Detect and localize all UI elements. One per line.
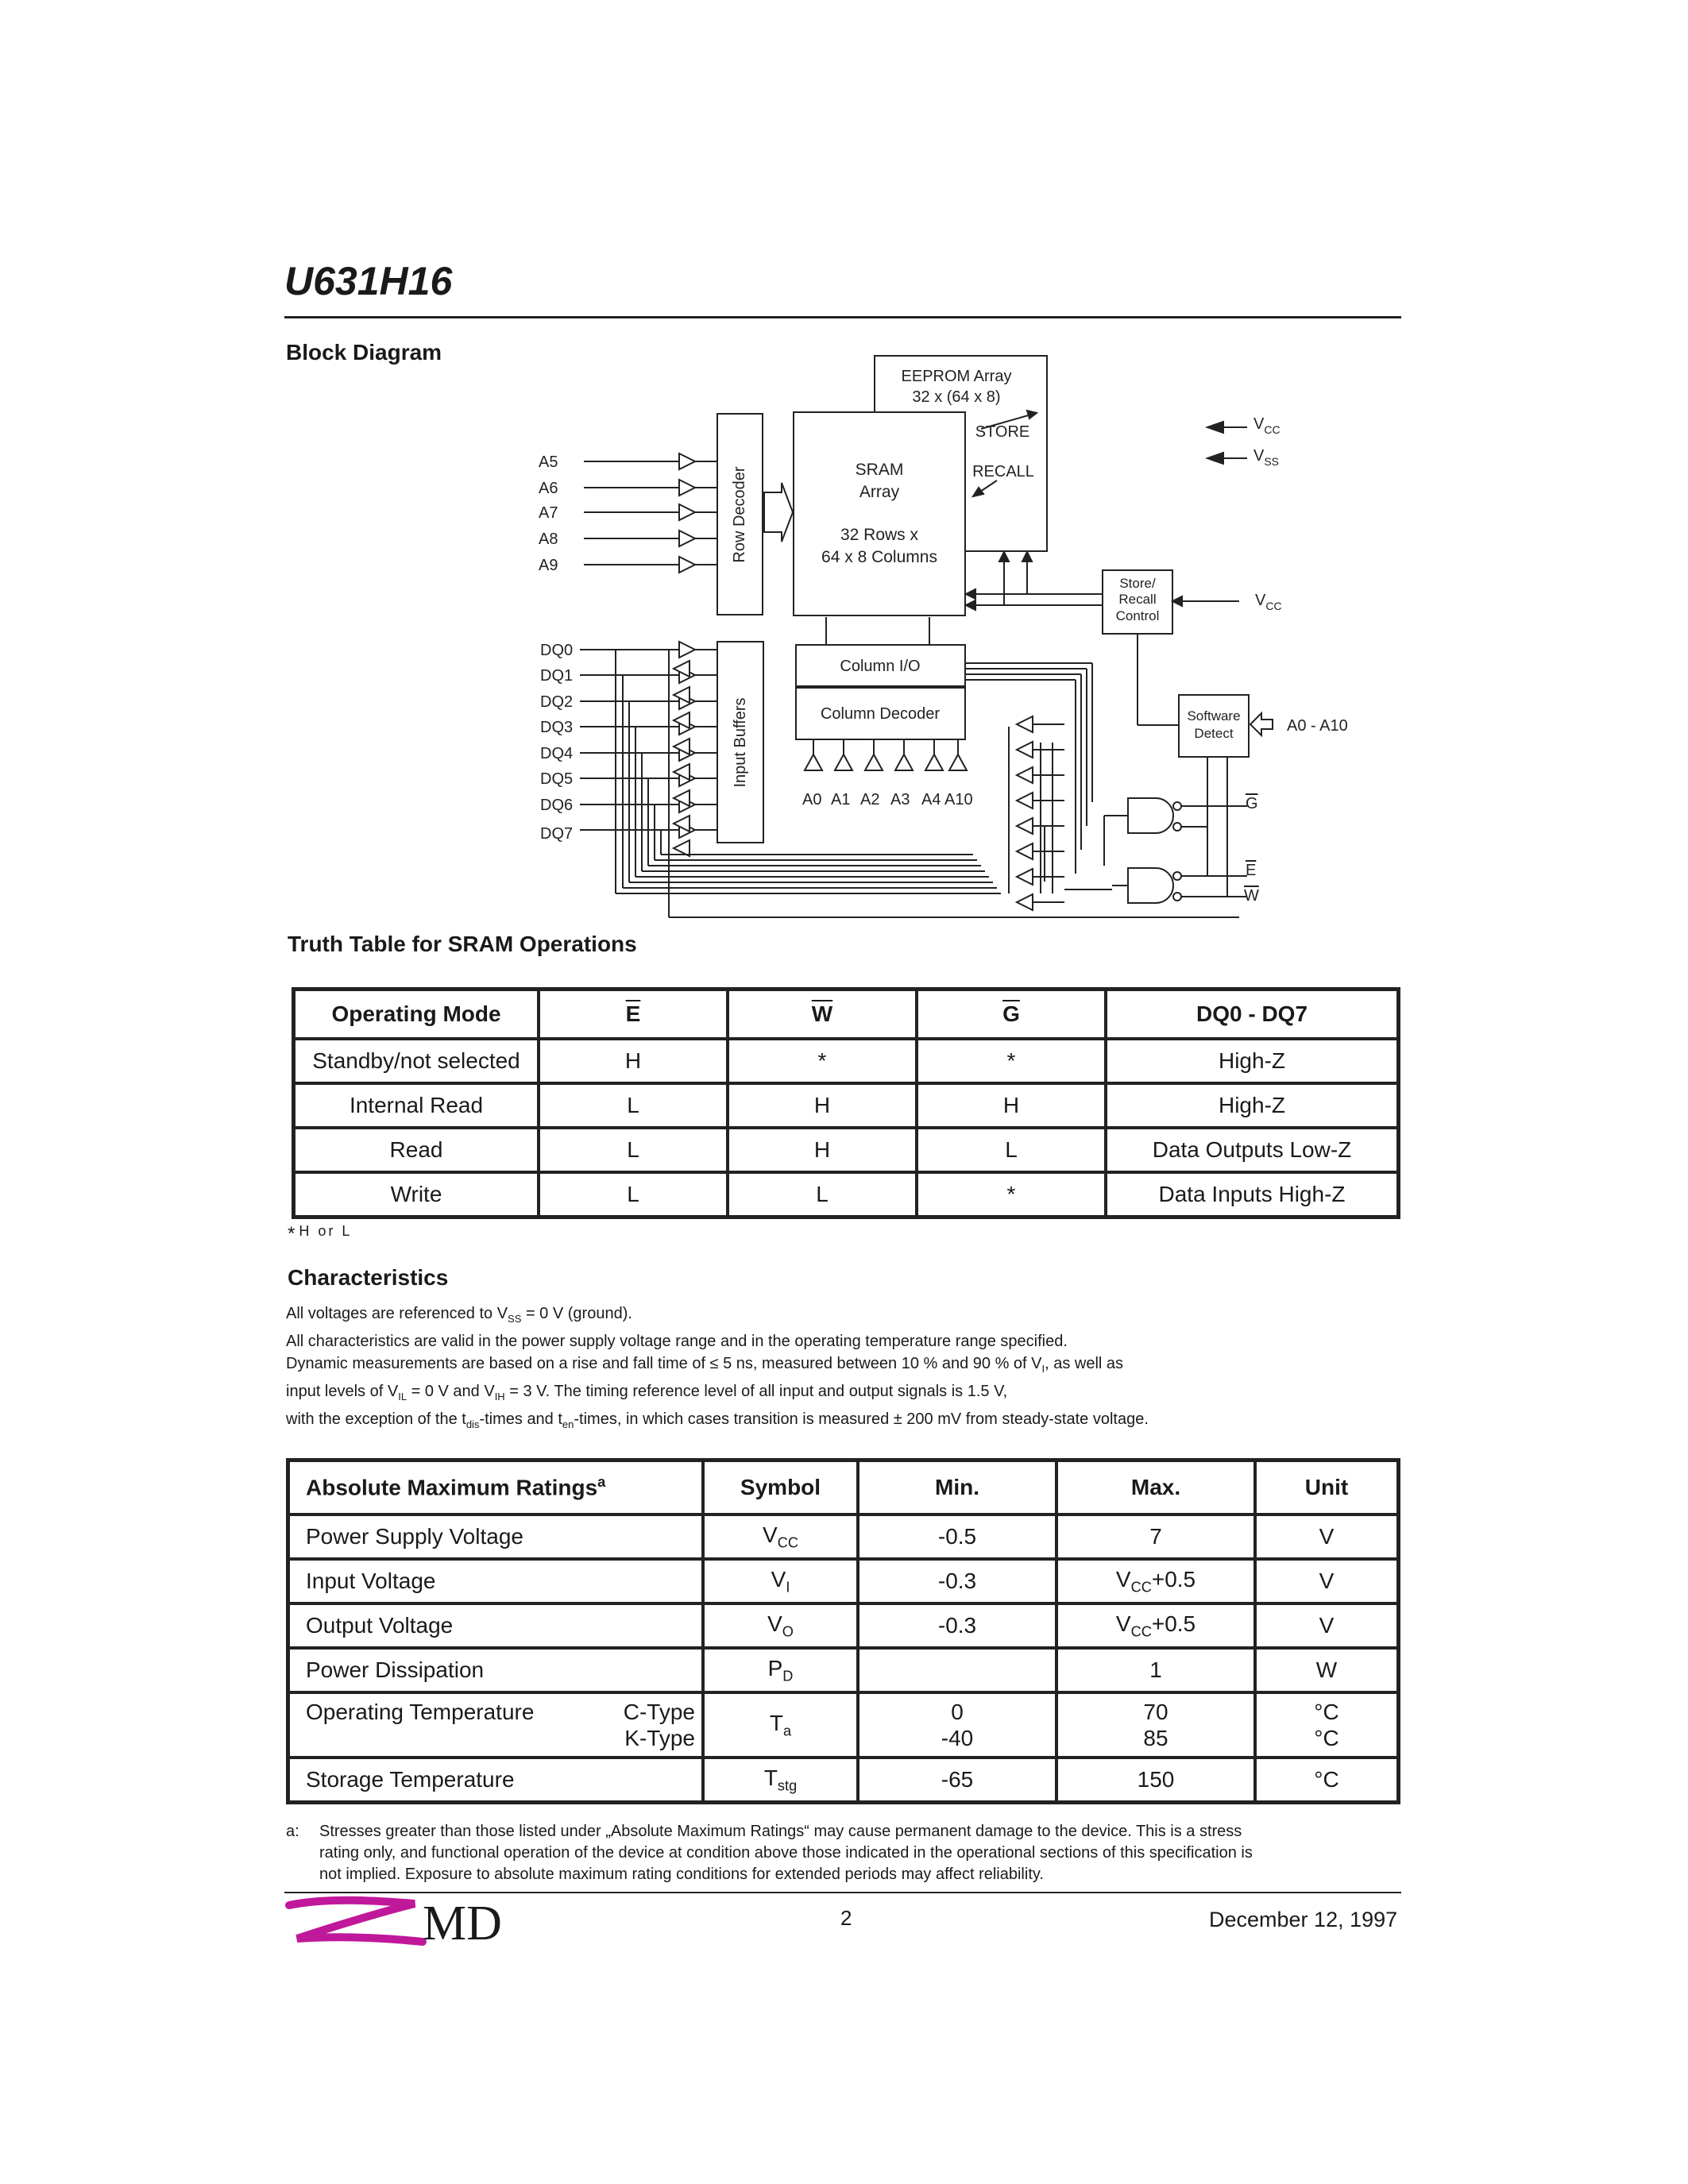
th-g: $\overline{G}$ (917, 990, 1106, 1039)
g-pin-label: G (1246, 795, 1258, 812)
cell: °C °C (1255, 1692, 1398, 1758)
cell: °C (1255, 1758, 1398, 1802)
document-title: U631H16 (284, 259, 453, 303)
cell: Write (294, 1172, 539, 1217)
cell: * (917, 1172, 1106, 1217)
cell: Input Voltage (288, 1559, 703, 1603)
th-unit: Unit (1255, 1461, 1398, 1515)
cell: Storage Temperature (288, 1758, 703, 1802)
footer-rule (284, 1892, 1401, 1893)
cell: $V_O$ (703, 1603, 858, 1648)
char-line-2: All characteristics are valid in the power supply voltage range and in the operating temperature range specified. (286, 1333, 1068, 1350)
cell: L (728, 1172, 917, 1217)
cell: 0 -40 (858, 1692, 1056, 1758)
dq0-label: DQ0 (540, 642, 574, 659)
truth-table-footnote: * H or L (288, 1223, 353, 1244)
cell: H (917, 1083, 1106, 1128)
row-decoder-label: Row Decoder (731, 466, 748, 563)
table-row (288, 1603, 1398, 1648)
cell (858, 1648, 1056, 1692)
output-buffers (1009, 663, 1092, 910)
store-recall-label-3: Control (1115, 608, 1160, 623)
cell: $T_a$ (703, 1692, 858, 1758)
sram-label2: Array (859, 483, 900, 501)
cell: * (728, 1039, 917, 1083)
cell: -0.3 (858, 1603, 1056, 1648)
recall-label: RECALL (972, 463, 1034, 480)
cell: L (539, 1083, 728, 1128)
col-addr-a0: A0 (802, 791, 822, 808)
a0-a10-arrow (1250, 713, 1273, 735)
cell: L (539, 1172, 728, 1217)
z-swoosh-icon (289, 1900, 423, 1942)
table-row (288, 1758, 1398, 1802)
table-row (294, 1083, 1398, 1128)
vcc-label-control: $V_{CC}$ (1255, 592, 1282, 612)
table-row (288, 1559, 1398, 1603)
col-addr-a1: A1 (831, 791, 851, 808)
cell: L (917, 1128, 1106, 1172)
table-row (294, 1172, 1398, 1217)
table-row (294, 1039, 1398, 1083)
cell: V (1255, 1559, 1398, 1603)
cell: Standby/not selected (294, 1039, 539, 1083)
char-line-5: with the exception of the $t_{dis}$-times and $t_{en}$-times, in which cases transition is measured ± 200 mV from steady-state voltage. (286, 1410, 1149, 1430)
amr-header (288, 1461, 1398, 1515)
table-row (288, 1692, 1398, 1758)
addr-a8: A8 (539, 531, 558, 548)
zmd-logo (280, 1894, 526, 1950)
address-inputs (584, 453, 717, 573)
a0-a10-label: A0 - A10 (1287, 717, 1348, 735)
char-line-1: All voltages are referenced to $V_{SS} = 0$ V (ground). (286, 1305, 632, 1325)
characteristics-text (286, 1302, 1414, 1436)
cell: Internal Read (294, 1083, 539, 1128)
dq6-label: DQ6 (540, 797, 574, 814)
e-pin-label: E (1246, 862, 1257, 879)
cell: Output Voltage (288, 1603, 703, 1648)
th-e: $\overline{E}$ (539, 990, 728, 1039)
dq1-label: DQ1 (540, 667, 574, 685)
block-diagram-heading: Block Diagram (286, 340, 442, 365)
cell: High-Z (1106, 1039, 1398, 1083)
cell: H (539, 1039, 728, 1083)
cell: W (1255, 1648, 1398, 1692)
cell: 70 85 (1056, 1692, 1255, 1758)
th-operating-mode: Operating Mode (294, 990, 539, 1039)
dq2-label: DQ2 (540, 693, 574, 711)
table-row (288, 1648, 1398, 1692)
row-decoder-arrow (764, 483, 793, 542)
dq3-label: DQ3 (540, 719, 574, 736)
cell: 150 (1056, 1758, 1255, 1802)
software-detect-label-1: Software (1187, 708, 1241, 723)
input-buffers-label: Input Buffers (732, 697, 749, 788)
store-arrowhead (1027, 411, 1037, 419)
addr-a5: A5 (539, 453, 558, 471)
cell: Power Dissipation (288, 1648, 703, 1692)
cell: 1 (1056, 1648, 1255, 1692)
cell: -65 (858, 1758, 1056, 1802)
sram-label: SRAM (855, 461, 904, 479)
sram-box (794, 412, 965, 615)
cell: V (1255, 1603, 1398, 1648)
char-line-3: Dynamic measurements are based on a rise and fall time of ≤ 5 ns, measured between 10 % and 90 % of $V_I$, as well as (286, 1355, 1124, 1375)
column-io-label: Column I/O (840, 658, 921, 675)
footer-date: December 12, 1997 (1209, 1908, 1398, 1931)
sram-cols: 64 x 8 Columns (821, 548, 937, 566)
w-pin-label: W (1244, 887, 1259, 905)
recall-arrowhead (973, 488, 983, 496)
store-label: STORE (975, 423, 1030, 441)
page-number: 2 (840, 1906, 852, 1930)
cell: -0.3 (858, 1559, 1056, 1603)
eeprom-label: EEPROM Array (901, 368, 1012, 385)
cell: Power Supply Voltage (288, 1515, 703, 1559)
table-row (294, 1128, 1398, 1172)
cell: Data Outputs Low-Z (1106, 1128, 1398, 1172)
cell: $P_D$ (703, 1648, 858, 1692)
addr-a6: A6 (539, 480, 558, 497)
cell: V (1255, 1515, 1398, 1559)
cell: 7 (1056, 1515, 1255, 1559)
truth-table-heading: Truth Table for SRAM Operations (288, 932, 637, 956)
char-line-4: input levels of $V_{IL} = 0$ V and $V_{IH} = 3$ V. The timing reference level of all input and output signals is 1.5 V, (286, 1383, 1008, 1403)
addr-a9: A9 (539, 557, 558, 574)
cell: $T_{stg}$ (703, 1758, 858, 1802)
cell: $V_{CC}+0.5$ (1056, 1603, 1255, 1648)
th-param: Absolute Maximum Ratings$^a$ (288, 1461, 703, 1515)
cell: $V_{CC}+0.5$ (1056, 1559, 1255, 1603)
block-diagram (0, 0, 1688, 937)
cell: * (917, 1039, 1106, 1083)
cell: $V_{CC}$ (703, 1515, 858, 1559)
dq5-label: DQ5 (540, 770, 574, 788)
col-addr-a4: A4 (921, 791, 941, 808)
truth-table-header (294, 990, 1398, 1039)
col-addr-a3: A3 (890, 791, 910, 808)
cell: -0.5 (858, 1515, 1056, 1559)
absolute-maximum-ratings-table (286, 1458, 1400, 1804)
store-recall-label-1: Store/ (1119, 576, 1156, 591)
store-recall-label-2: Recall (1118, 592, 1157, 607)
col-addr-buffers (805, 739, 967, 770)
cell: Read (294, 1128, 539, 1172)
cell: H (728, 1083, 917, 1128)
addr-a7: A7 (539, 504, 558, 522)
sram-rows: 32 Rows x (840, 526, 919, 544)
truth-table (292, 987, 1400, 1219)
cell: H (728, 1128, 917, 1172)
cell: Data Inputs High-Z (1106, 1172, 1398, 1217)
column-decoder-label: Column Decoder (820, 705, 941, 723)
abs-max-footnote: a: Stresses greater than those listed under „Absolute Maximum Ratings“ may cause permanent damage to the device. This is a stress rating only, and functional operation of the device at condition above those indicated in the operational sections of this specification is not implied. Exposure to absolute maximum rating conditions for extended periods may affect reliability. (286, 1823, 1253, 1883)
cell: Operating Temperature C-Type K-Type (288, 1692, 703, 1758)
dq4-label: DQ4 (540, 745, 574, 762)
characteristics-heading: Characteristics (288, 1265, 449, 1290)
th-min: Min. (858, 1461, 1056, 1515)
table-row (288, 1515, 1398, 1559)
th-dq: DQ0 - DQ7 (1106, 990, 1398, 1039)
cell: High-Z (1106, 1083, 1398, 1128)
vss-label-top: $V_{SS}$ (1253, 447, 1280, 468)
col-addr-a2: A2 (860, 791, 880, 808)
th-w: $\overline{W}$ (728, 990, 917, 1039)
th-max: Max. (1056, 1461, 1255, 1515)
software-detect-label-2: Detect (1194, 726, 1234, 741)
th-symbol: Symbol (703, 1461, 858, 1515)
dq7-label: DQ7 (540, 825, 574, 843)
vcc-label-top: $V_{CC}$ (1253, 415, 1280, 436)
logo-md: MD (423, 1897, 502, 1950)
cell: L (539, 1128, 728, 1172)
col-addr-a10: A10 (944, 791, 973, 808)
eeprom-size: 32 x (64 x 8) (912, 388, 1001, 406)
cell: $V_I$ (703, 1559, 858, 1603)
